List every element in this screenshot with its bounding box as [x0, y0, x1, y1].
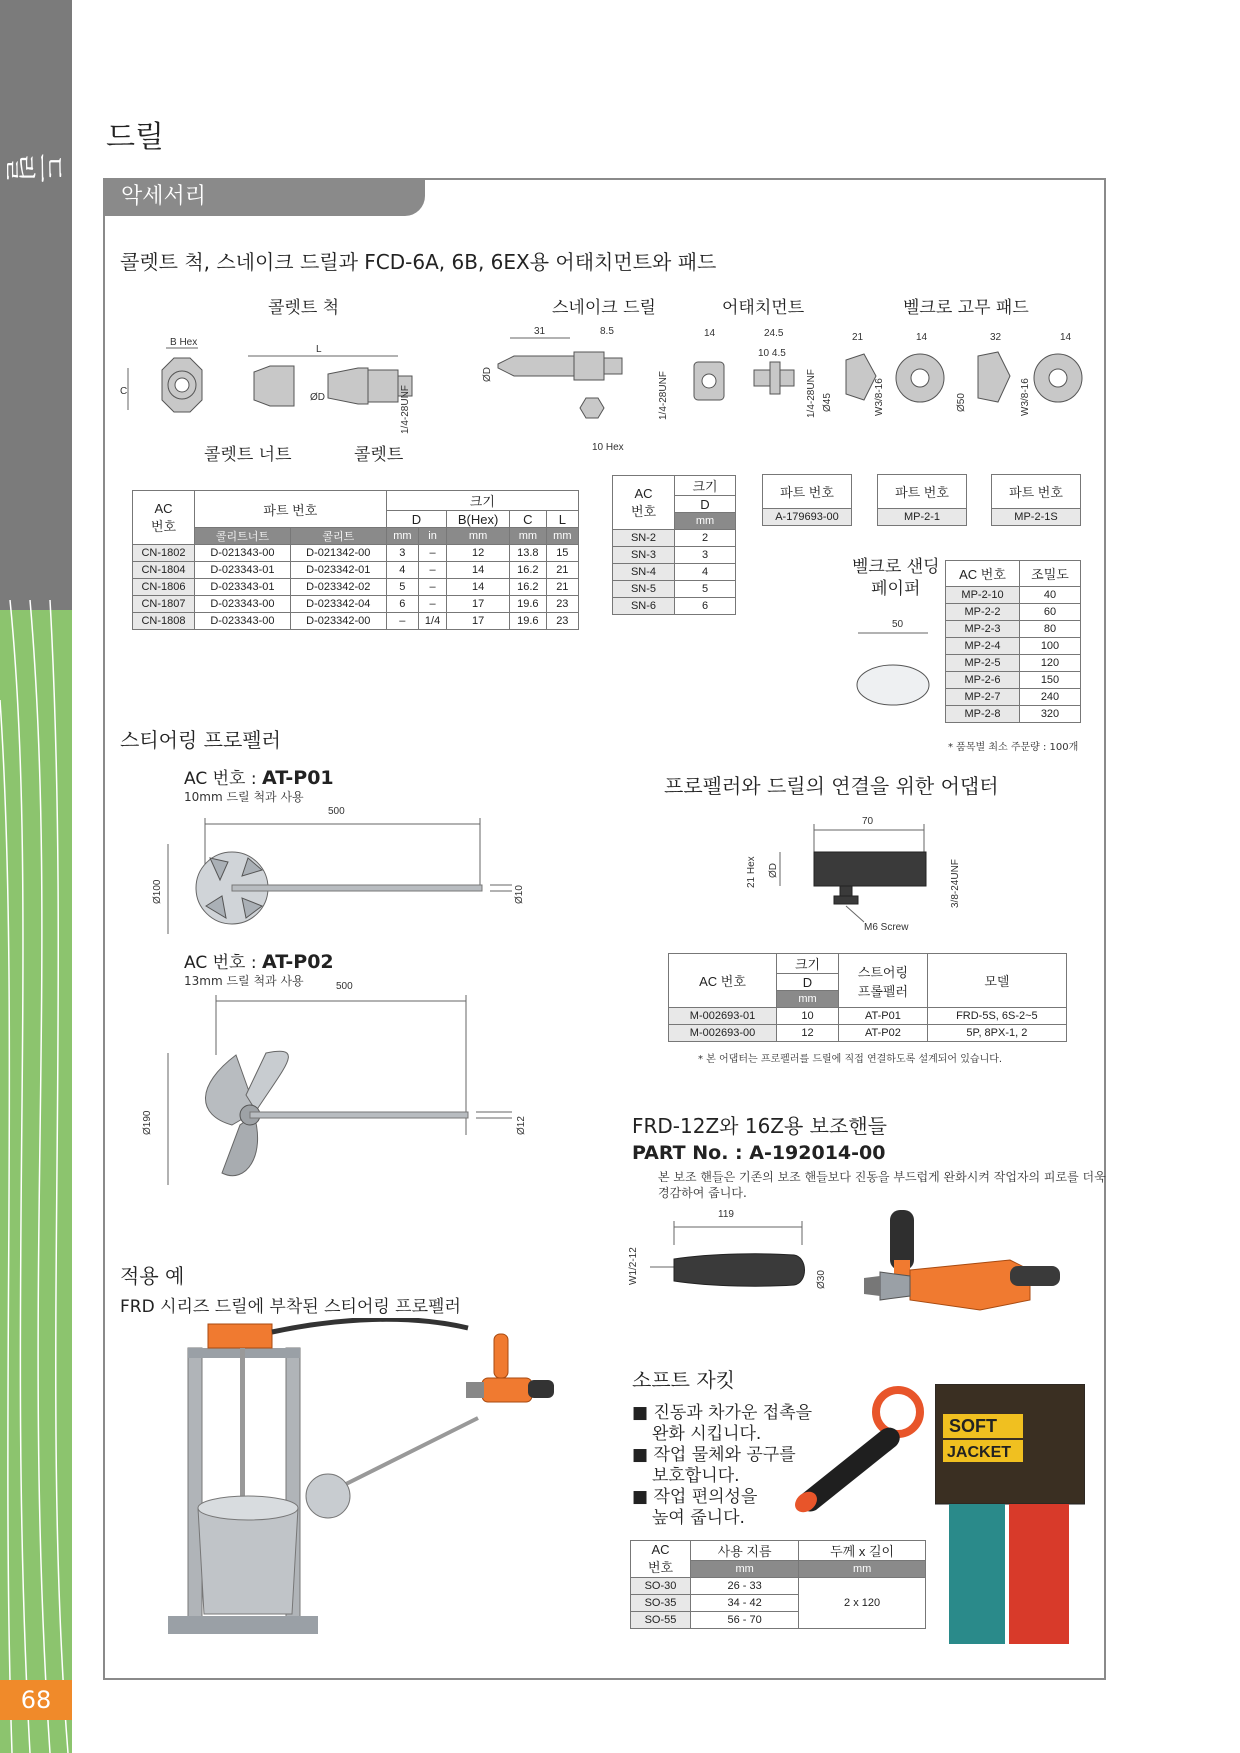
- drawing-shape: [840, 886, 852, 896]
- drawing-shape: [328, 368, 368, 404]
- collet-heading: 콜렛트 척, 스네이크 드릴과 FCD-6A, 6B, 6EX용 어태치먼트와 패드: [120, 250, 717, 274]
- table-row: [669, 954, 1067, 974]
- sanding-paper-drawing: [852, 615, 952, 715]
- table-cell: 12: [777, 1025, 839, 1042]
- section-tab: 악세서리: [103, 178, 425, 216]
- table-row: [613, 598, 736, 615]
- drawing-shape: [846, 906, 864, 922]
- drill-with-handle-image: [860, 1200, 1070, 1330]
- table-cell: SN-5: [613, 581, 675, 598]
- drawing-shape: [674, 1254, 805, 1286]
- jacket-h-thick: 두께 x 길이: [799, 1541, 926, 1561]
- collet-h-c: C: [510, 511, 547, 528]
- table-cell: MP-2-5: [946, 655, 1020, 672]
- drawing-shape: [528, 1380, 554, 1398]
- table-cell: MP-2-8: [946, 706, 1020, 723]
- table-cell: D-023343-00: [195, 596, 291, 613]
- dim-245: 24.5: [764, 328, 784, 339]
- drawing-shape: [1009, 1504, 1069, 1644]
- table-cell: 19.6: [510, 613, 547, 630]
- table-cell: 21: [546, 562, 578, 579]
- drawing-shape: [272, 1319, 468, 1332]
- jacket-heading: 소프트 자킷: [632, 1368, 735, 1392]
- drawing-shape: [246, 1051, 288, 1111]
- collet-h-size: 크기: [386, 491, 578, 511]
- adapter-dim-70: 70: [862, 816, 874, 827]
- collet-sub-4: mm: [447, 528, 510, 545]
- table-row: [763, 475, 852, 509]
- adapter-h-mm: mm: [777, 991, 839, 1008]
- page-title: 드릴: [106, 120, 164, 155]
- table-cell: 5: [675, 581, 736, 598]
- drawing-shape: [482, 1378, 532, 1402]
- collet-sub-2: mm: [386, 528, 418, 545]
- drawing-shape: [876, 1390, 920, 1434]
- p02-len: 500: [336, 981, 353, 992]
- dim-unf: 1/4-28UNF: [400, 385, 411, 434]
- table-cell: MP-2-3: [946, 621, 1020, 638]
- table-row: [946, 621, 1081, 638]
- dim-od-snake: ØD: [482, 367, 493, 382]
- table-cell: 2: [675, 530, 736, 547]
- dim-10hex: 10 Hex: [592, 442, 624, 453]
- part-box-mp21s: [991, 474, 1081, 526]
- jacket-h-mm-2: mm: [799, 1561, 926, 1578]
- handle-part: PART No. : A-192014-00: [632, 1142, 886, 1164]
- table-cell: D-023342-01: [290, 562, 386, 579]
- dim-od: ØD: [310, 392, 325, 403]
- table-cell: D-021342-00: [290, 545, 386, 562]
- table-row: [133, 562, 579, 579]
- table-cell: –: [386, 613, 418, 630]
- drawing-shape: [306, 1474, 350, 1518]
- dim-unf-attach: 1/4-28UNF: [806, 369, 817, 418]
- table-cell: –: [419, 579, 447, 596]
- snake-h-mm: mm: [675, 513, 736, 530]
- drawing-shape: [198, 1508, 298, 1614]
- drawing-shape: [254, 366, 294, 406]
- table-row: [946, 689, 1081, 706]
- table-row: [946, 655, 1081, 672]
- adapter-h-ac: AC 번호: [669, 954, 777, 1008]
- attachment-drawing: [680, 322, 820, 422]
- collet-h-bhex: B(Hex): [447, 511, 510, 528]
- drawing-shape: [198, 1496, 298, 1520]
- table-cell: SO-30: [631, 1578, 691, 1595]
- drawing-shape: [574, 352, 604, 380]
- application-example-image: [168, 1318, 588, 1636]
- drawing-shape: [770, 362, 780, 394]
- table-cell: 150: [1020, 672, 1081, 689]
- dim-21: 21: [852, 332, 864, 343]
- dim-b-hex: B Hex: [170, 337, 198, 348]
- pack-title-1: SOFT: [949, 1416, 997, 1436]
- table-row: [946, 638, 1081, 655]
- snake-h-d: D: [675, 496, 736, 513]
- drawing-shape: [580, 398, 604, 418]
- adapter-heading: 프로펠러와 드릴의 연결을 위한 어댑터: [664, 774, 999, 798]
- table-row: [669, 1025, 1067, 1042]
- drawing-shape: [857, 665, 929, 705]
- table-cell: 5: [386, 579, 418, 596]
- table-cell: –: [419, 596, 447, 613]
- adapter-unf: 3/8-24UNF: [950, 859, 961, 908]
- propeller-p02-drawing: [136, 975, 536, 1205]
- jacket-table: [630, 1540, 926, 1629]
- table-cell: SN-2: [613, 530, 675, 547]
- table-row: [133, 528, 579, 545]
- table-cell: 26 - 33: [691, 1578, 799, 1595]
- adapter-h-d: D: [777, 974, 839, 991]
- table-cell: 14: [447, 562, 510, 579]
- table-row: [946, 672, 1081, 689]
- adapter-screw: M6 Screw: [864, 922, 909, 933]
- table-row: [613, 564, 736, 581]
- table-cell: AT-P02: [261, 951, 334, 973]
- table-cell: 15: [546, 545, 578, 562]
- table-cell: MP-2-4: [946, 638, 1020, 655]
- sanding-h-ac: AC 번호: [946, 561, 1020, 587]
- table-cell: 파트 번호: [992, 475, 1081, 509]
- part-box-mp21: [877, 474, 967, 526]
- drawing-shape: [814, 852, 926, 886]
- drawing-shape: [232, 885, 482, 891]
- table-row: [946, 604, 1081, 621]
- p01-note: 10mm 드릴 척과 사용: [184, 790, 304, 804]
- sanding-table: [945, 560, 1081, 723]
- dim-c: C: [120, 386, 128, 397]
- collet-sub-1: 콜리트: [290, 528, 386, 545]
- dim-14a: 14: [704, 328, 716, 339]
- side-tab-gray: [0, 0, 72, 610]
- sanding-note: * 품목별 최소 주문량 : 100개: [948, 742, 1079, 753]
- snake-h-ac: AC 번호: [613, 476, 675, 530]
- drawing-shape: [208, 1324, 272, 1348]
- table-cell: SN-6: [613, 598, 675, 615]
- collet-sub-5: mm: [510, 528, 547, 545]
- table-cell: M-002693-00: [669, 1025, 777, 1042]
- propeller-heading: 스티어링 프로펠러: [120, 728, 281, 752]
- collet-h-l: L: [546, 511, 578, 528]
- drawing-shape: [188, 1348, 202, 1618]
- dim-14c: 14: [1060, 332, 1072, 343]
- jacket-bullet-1: 완화 시킵니다.: [652, 1424, 762, 1444]
- table-cell: 12: [447, 545, 510, 562]
- drawing-shape: [1010, 1266, 1060, 1286]
- dim-w38b: W3/8-16: [1020, 378, 1031, 416]
- table-cell: D-023343-01: [195, 562, 291, 579]
- drawing-shape: [978, 352, 1010, 402]
- jacket-bullet-3: 보호합니다.: [652, 1466, 740, 1486]
- dim-unf-snake: 1/4-28UNF: [658, 371, 669, 420]
- table-cell: 100: [1020, 638, 1081, 655]
- table-cell: 파트 번호: [763, 475, 852, 509]
- side-label: 드릴: [6, 147, 66, 182]
- table-cell: SN-4: [613, 564, 675, 581]
- drawing-shape: [834, 896, 858, 904]
- table-cell: 4: [675, 564, 736, 581]
- table-row: [613, 530, 736, 547]
- jacket-bullet-4: ■ 작업 편의성을: [632, 1487, 758, 1507]
- table-cell: 16.2: [510, 562, 547, 579]
- jacket-bullet-5: 높여 줍니다.: [652, 1508, 745, 1528]
- table-row: [613, 547, 736, 564]
- table-row: [763, 509, 852, 526]
- handle-heading: FRD-12Z와 16Z용 보조핸들: [632, 1114, 887, 1138]
- table-cell: MP-2-1S: [992, 509, 1081, 526]
- drawing-shape: [911, 369, 929, 387]
- collet-sub-3: in: [419, 528, 447, 545]
- table-row: [946, 587, 1081, 604]
- label-collet: 콜렛트: [354, 445, 404, 465]
- dim-85: 8.5: [600, 326, 614, 337]
- table-cell: AT-P01: [261, 767, 334, 789]
- adapter-h-prop: 스트어링 프롤펠러: [839, 954, 928, 1008]
- table-row: [878, 475, 967, 509]
- table-row: [878, 509, 967, 526]
- drawing-shape: [1049, 369, 1067, 387]
- table-cell: 56 - 70: [691, 1612, 799, 1629]
- drawing-shape: [368, 370, 398, 402]
- table-cell: 21: [546, 579, 578, 596]
- dim-d45: Ø45: [822, 393, 833, 412]
- table-row: [613, 476, 736, 496]
- table-cell: 3: [386, 545, 418, 562]
- table-cell: 17: [447, 613, 510, 630]
- table-cell: 34 - 42: [691, 1595, 799, 1612]
- table-row: [631, 1541, 926, 1561]
- table-cell: D-023343-00: [195, 613, 291, 630]
- handle-w12: W1/2-12: [628, 1247, 639, 1285]
- table-cell: D-021343-00: [195, 545, 291, 562]
- example-caption: FRD 시리즈 드릴에 부착된 스티어링 프로펠러: [120, 1297, 461, 1317]
- table-cell: D-023342-02: [290, 579, 386, 596]
- table-cell: D-023342-00: [290, 613, 386, 630]
- example-heading: 적용 예: [120, 1264, 185, 1288]
- table-cell: AC 번호 :: [184, 953, 262, 973]
- table-cell: 17: [447, 596, 510, 613]
- p01-title: [184, 764, 334, 789]
- p01-dia: Ø100: [152, 879, 163, 904]
- table-cell: MP-2-6: [946, 672, 1020, 689]
- jacket-h-mm-1: mm: [691, 1561, 799, 1578]
- table-cell: FRD-5S, 6S-2~5: [927, 1008, 1066, 1025]
- drawing-shape: [949, 1504, 1005, 1644]
- handle-drawing: [624, 1205, 834, 1305]
- table-cell: –: [419, 562, 447, 579]
- label-attachment: 어태치먼트: [722, 298, 805, 318]
- table-row: [992, 509, 1081, 526]
- label-snake-drill: 스네이크 드릴: [552, 298, 656, 318]
- soft-jacket-image: [782, 1384, 932, 1514]
- dim-50: 50: [892, 619, 904, 630]
- label-collet-nut: 콜렛트 너트: [204, 445, 292, 465]
- jacket-h-ac: AC 번호: [631, 1541, 691, 1578]
- table-cell: SO-55: [631, 1612, 691, 1629]
- drawing-shape: [846, 354, 876, 400]
- table-cell: MP-2-10: [946, 587, 1020, 604]
- label-collet-chuck: 콜렛트 척: [268, 298, 340, 318]
- table-cell: M-002693-01: [669, 1008, 777, 1025]
- collet-h-ac: AC 번호: [133, 491, 195, 545]
- handle-dim-119: 119: [718, 1209, 734, 1220]
- table-cell: 6: [675, 598, 736, 615]
- drawing-shape: [466, 1382, 484, 1398]
- adapter-h-size: 크기: [777, 954, 839, 974]
- sanding-label: 벨크로 샌딩 페이퍼: [852, 557, 940, 599]
- table-cell: CN-1802: [133, 545, 195, 562]
- table-cell: D-023342-04: [290, 596, 386, 613]
- adapter-h-model: 모델: [927, 954, 1066, 1008]
- table-row: [133, 596, 579, 613]
- drawing-shape: [175, 378, 189, 392]
- snake-h-size: 크기: [675, 476, 736, 496]
- drawing-shape: [0, 700, 12, 1753]
- table-cell: MP-2-1: [878, 509, 967, 526]
- p02-title: [184, 948, 334, 973]
- dim-14b: 14: [916, 332, 928, 343]
- p02-shaft: Ø12: [516, 1116, 527, 1135]
- table-cell: 4: [386, 562, 418, 579]
- jacket-bullet-0: ■ 진동과 차가운 접촉을: [632, 1403, 813, 1423]
- table-cell: 1/4: [419, 613, 447, 630]
- table-cell: 240: [1020, 689, 1081, 706]
- table-cell: SN-3: [613, 547, 675, 564]
- table-row: [946, 706, 1081, 723]
- adapter-note: * 본 어댑터는 프로펠러를 드릴에 직접 연결하도록 설계되어 있습니다.: [698, 1054, 1003, 1065]
- table-cell: A-179693-00: [763, 509, 852, 526]
- table-row: [133, 545, 579, 562]
- p02-dia: Ø190: [142, 1110, 153, 1135]
- propeller-p01-drawing: [150, 800, 530, 940]
- table-row: [669, 1008, 1067, 1025]
- part-box-attachment: [762, 474, 852, 526]
- drawing-shape: [604, 358, 622, 374]
- side-tab-decoration: [0, 600, 72, 1753]
- dim-32: 32: [990, 332, 1002, 343]
- table-cell: AT-P01: [839, 1008, 928, 1025]
- collet-h-part: 파트 번호: [195, 491, 387, 528]
- handle-d30: Ø30: [816, 1270, 827, 1289]
- table-cell: 16.2: [510, 579, 547, 596]
- table-cell: CN-1804: [133, 562, 195, 579]
- drawing-shape: [702, 374, 716, 388]
- handle-desc-2: 경감하여 줍니다.: [658, 1186, 747, 1200]
- table-cell: 14: [447, 579, 510, 596]
- table-cell: 6: [386, 596, 418, 613]
- drawing-shape: [50, 600, 68, 1753]
- p01-len: 500: [328, 806, 345, 817]
- adapter-od: ØD: [768, 863, 779, 878]
- table-cell: 80: [1020, 621, 1081, 638]
- drawing-shape: [168, 1616, 318, 1634]
- table-cell: MP-2-2: [946, 604, 1020, 621]
- table-row: [946, 561, 1081, 587]
- jacket-bullet-2: ■ 작업 물체와 공구를: [632, 1445, 796, 1465]
- table-row: [631, 1578, 926, 1595]
- table-cell: –: [419, 545, 447, 562]
- table-cell: 13.8: [510, 545, 547, 562]
- dim-1045: 10 4.5: [758, 348, 786, 359]
- adapter-table: [668, 953, 1067, 1042]
- dim-l: L: [316, 344, 322, 355]
- table-cell: 120: [1020, 655, 1081, 672]
- table-cell: MP-2-7: [946, 689, 1020, 706]
- drawing-shape: [910, 1260, 1030, 1310]
- table-cell: CN-1807: [133, 596, 195, 613]
- label-velcro-pad: 벨크로 고무 패드: [903, 298, 1029, 318]
- page-number: 68: [0, 1680, 72, 1720]
- drawing-shape: [880, 1272, 910, 1300]
- table-cell: D-023343-01: [195, 579, 291, 596]
- table-cell: 5P, 8PX-1, 2: [927, 1025, 1066, 1042]
- snake-drill-drawing: [480, 320, 670, 460]
- pack-title-2: JACKET: [947, 1444, 1012, 1461]
- p01-shaft: Ø10: [514, 885, 525, 904]
- dim-w38: W3/8-16: [874, 378, 885, 416]
- dim-31: 31: [534, 326, 546, 337]
- jacket-h-dia: 사용 지름: [691, 1541, 799, 1561]
- table-row: [133, 579, 579, 596]
- table-cell: 19.6: [510, 596, 547, 613]
- table-cell: 3: [675, 547, 736, 564]
- table-cell: 40: [1020, 587, 1081, 604]
- table-row: [133, 613, 579, 630]
- sanding-h-grit: 조밀도: [1020, 561, 1081, 587]
- handle-desc-1: 본 보조 핸들은 기존의 보조 핸들보다 진동을 부드럽게 완화시켜 작업자의 피로를 더욱: [658, 1170, 1106, 1184]
- table-cell: AT-P02: [839, 1025, 928, 1042]
- adapter-hex: 21 Hex: [746, 856, 757, 888]
- drawing-shape: [864, 1276, 880, 1296]
- side-tab: [0, 0, 72, 1753]
- jacket-merged: 2 x 120: [799, 1578, 926, 1629]
- collet-h-d: D: [386, 511, 446, 528]
- table-cell: 23: [546, 596, 578, 613]
- collet-sub-6: mm: [546, 528, 578, 545]
- collet-table: [132, 490, 579, 630]
- table-cell: CN-1808: [133, 613, 195, 630]
- table-row: [133, 491, 579, 511]
- collet-sub-0: 콜리트너트: [195, 528, 291, 545]
- drawing-shape: [250, 1112, 468, 1118]
- table-cell: AC 번호 :: [184, 769, 262, 789]
- drawing-shape: [498, 356, 574, 376]
- table-cell: 10: [777, 1008, 839, 1025]
- drawing-shape: [10, 600, 30, 1753]
- collet-drawing: [118, 330, 458, 440]
- snake-table: [612, 475, 736, 615]
- table-cell: CN-1806: [133, 579, 195, 596]
- dim-d50: Ø50: [956, 393, 967, 412]
- table-cell: SO-35: [631, 1595, 691, 1612]
- table-cell: 320: [1020, 706, 1081, 723]
- soft-jacket-package-image: [935, 1384, 1085, 1649]
- table-row: [992, 475, 1081, 509]
- velcro-pad-drawing: [820, 326, 1090, 426]
- table-cell: 60: [1020, 604, 1081, 621]
- table-row: [613, 581, 736, 598]
- drawing-shape: [494, 1334, 508, 1378]
- adapter-drawing: [740, 808, 970, 938]
- table-cell: 23: [546, 613, 578, 630]
- p02-note: 13mm 드릴 척과 사용: [184, 974, 304, 988]
- table-cell: 파트 번호: [878, 475, 967, 509]
- drawing-shape: [30, 600, 50, 1753]
